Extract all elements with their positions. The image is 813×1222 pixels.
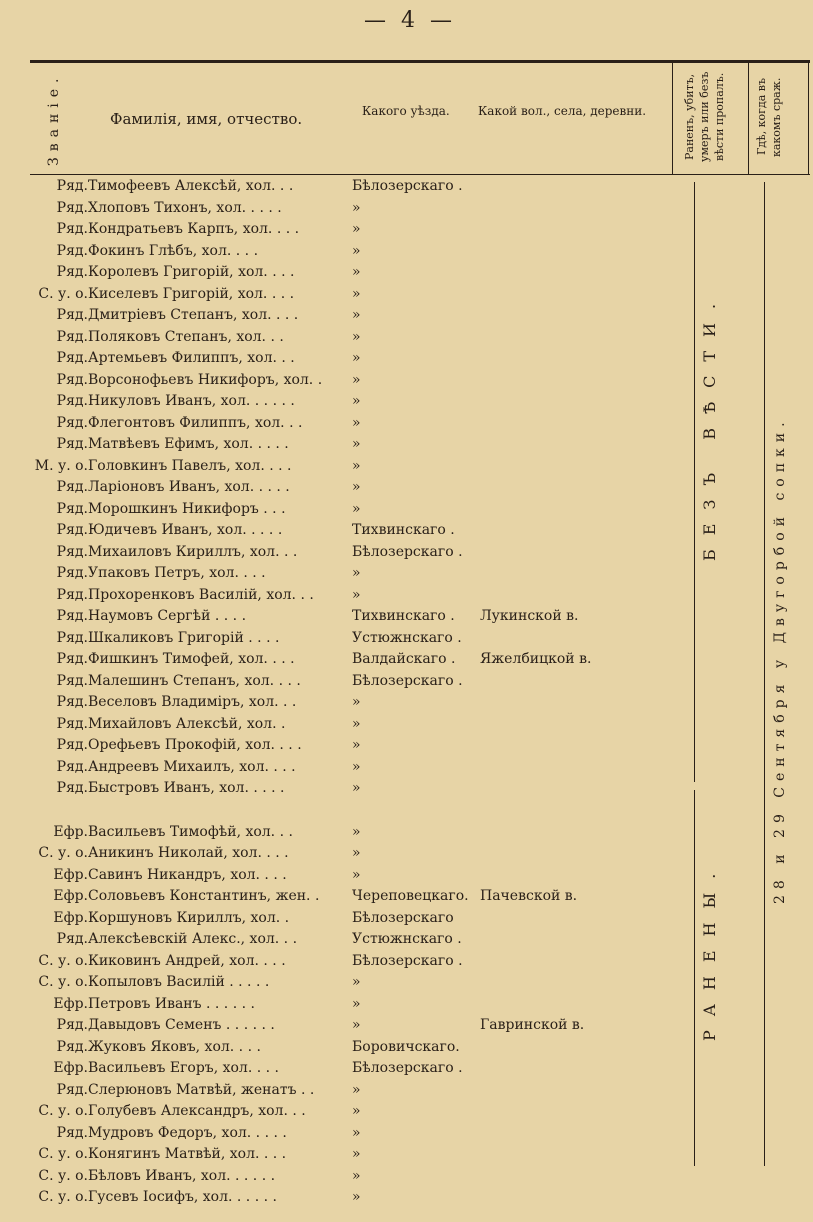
column-divider [672,62,673,174]
name-cell: Поляковъ Степанъ, хол. . . [88,328,284,345]
table-row [0,671,813,693]
table-row [0,886,813,908]
district-cell: » [352,586,361,603]
name-cell: Упаковъ Петръ, хол. . . . [88,565,266,581]
district-cell: » [352,264,361,280]
rank-cell: Ряд. [56,371,88,388]
table-row [0,865,813,887]
district-cell: » [352,758,361,775]
district-cell: » [352,737,361,753]
table-row [0,1166,813,1188]
rank-cell: Ряд. [56,199,88,216]
table-row [0,1101,813,1123]
rank-cell: Ефр. [53,866,88,883]
district-cell: » [352,995,361,1012]
rank-cell: Ряд. [56,672,88,689]
table-row [0,929,813,951]
table-row [0,778,813,800]
name-cell: Фокинъ Глѣбъ, хол. . . . [88,242,259,259]
name-cell: Коршуновъ Кириллъ, хол. . [88,909,290,926]
table-row [0,1144,813,1166]
district-cell: » [352,845,361,861]
district-cell: Устюжнскаго . [352,629,462,646]
header-village: Какой вол., села, деревни. [478,104,647,118]
name-cell: Артемьевъ Филиппъ, хол. . . [88,350,295,366]
table-row [0,327,813,349]
district-cell: » [352,242,361,259]
rank-cell: Ряд. [56,543,88,560]
name-cell: Королевъ Григорій, хол. . . . [88,264,295,280]
table-row [0,305,813,327]
name-cell: Дмитріевъ Степанъ, хол. . . . [88,307,299,323]
table-row [0,585,813,607]
name-cell: Жуковъ Яковъ, хол. . . . [88,1038,261,1055]
name-cell: Соловьевъ Константинъ, жен. . [88,888,320,904]
name-cell: Голубевъ Александръ, хол. . . [88,1103,306,1119]
table-row [0,370,813,392]
name-cell: Михаиловъ Кириллъ, хол. . . [88,543,298,560]
rank-cell: Ряд. [56,307,88,323]
name-cell: Наумовъ Сергѣй . . . . [88,608,247,624]
header-name: Фамилія, имя, отчество. [110,110,303,128]
name-cell: Быстровъ Иванъ, хол. . . . . [88,780,285,796]
roster-table [0,176,813,1209]
district-cell: Бѣлозерскаго . [352,178,463,194]
header-fate: Раненъ, убитъ, умеръ или безъ вѣсти пропалъ. [683,71,726,163]
district-cell: » [352,974,361,990]
table-row [0,1080,813,1102]
name-cell: Гусевъ Іосифъ, хол. . . . . . [88,1189,277,1205]
rank-cell: Ряд. [56,565,88,581]
district-cell: Череповецкаго. [352,888,469,904]
column-divider [748,62,749,174]
rank-cell: Ряд. [56,758,88,775]
rank-cell: С. у. о. [38,974,88,990]
name-cell: Андреевъ Михаилъ, хол. . . . [88,758,296,775]
table-row [0,1187,813,1209]
district-cell: » [352,350,361,366]
table-row [0,391,813,413]
table-row [0,198,813,220]
rank-cell: Ряд. [56,1017,88,1033]
table-row [0,520,813,542]
name-cell: Хлоповъ Тихонъ, хол. . . . . [88,199,282,216]
table-row [0,714,813,736]
table-row [0,241,813,263]
name-cell: Савинъ Никандръ, хол. . . . [88,866,287,883]
district-cell: » [352,780,361,796]
rank-cell: Ефр. [53,888,88,904]
rank-cell: Ряд. [56,1081,88,1098]
table-row [0,628,813,650]
rank-cell: Ряд. [56,1038,88,1055]
rank-cell: Ряд. [56,500,88,517]
district-cell: » [352,479,361,495]
village-cell: Лукинской в. [480,608,579,624]
district-cell: » [352,1081,361,1098]
rank-cell: Ряд. [56,242,88,259]
rank-cell: Ряд. [56,586,88,603]
table-row [0,822,813,844]
name-cell: Слерюновъ Матвѣй, женатъ . . [88,1081,315,1098]
table-row [0,951,813,973]
district-cell: » [352,414,361,431]
district-cell: Бѣлозерскаго . [352,672,463,689]
district-cell: » [352,1189,361,1205]
place-brace [764,182,771,1166]
name-cell: Тимофеевъ Алексѣй, хол. . . [88,178,294,194]
district-cell: » [352,694,361,710]
rank-cell: Ряд. [56,221,88,237]
district-cell: Боровичскаго. [352,1038,460,1055]
district-cell: » [352,457,361,474]
rank-cell: Ряд. [56,436,88,452]
rank-cell: Ряд. [56,1124,88,1141]
name-cell: Флегонтовъ Филиппъ, хол. . . [88,414,303,431]
district-cell: » [352,1124,361,1141]
rank-cell: С. у. о. [38,1167,88,1184]
table-row [0,757,813,779]
table-row [0,972,813,994]
table-row [0,606,813,628]
district-cell: Бѣлозерскаго . [352,543,463,560]
name-cell: Шкаликовъ Григорій . . . . [88,629,280,646]
page-number: — 4 — [364,8,456,33]
fate-missing: БЕЗЪ ВѢСТИ. [700,289,719,561]
district-cell: Тихвинскаго . [352,522,455,538]
district-cell: » [352,285,361,302]
name-cell: Васильевъ Тимофѣй, хол. . . [88,823,293,840]
district-cell: » [352,500,361,517]
table-row [0,499,813,521]
fate-wounded: РАНЕНЫ. [700,859,719,1041]
table-row [0,908,813,930]
district-cell: » [352,565,361,581]
district-cell: » [352,393,361,409]
village-cell: Гавринской в. [480,1017,585,1033]
name-cell: Конягинъ Матвѣй, хол. . . . [88,1146,287,1162]
rank-cell: Ряд. [56,651,88,667]
table-row [0,994,813,1016]
district-cell: » [352,715,361,732]
name-cell: Аникинъ Николай, хол. . . . [88,845,289,861]
rank-cell: С. у. о. [38,1146,88,1162]
rank-cell: С. у. о. [38,1189,88,1205]
name-cell: Мудровъ Федоръ, хол. . . . . [88,1124,287,1141]
table-row [0,735,813,757]
rank-cell: М. у. о. [34,457,88,474]
district-cell: » [352,307,361,323]
table-row [0,434,813,456]
name-cell: Юдичевъ Иванъ, хол. . . . . [88,522,283,538]
rank-cell: Ефр. [53,909,88,926]
rank-cell: Ефр. [53,1060,88,1076]
rank-cell: Ряд. [56,608,88,624]
district-cell: » [352,866,361,883]
header-rule [30,174,810,175]
rank-cell: Ряд. [56,264,88,280]
district-cell: » [352,1103,361,1119]
rank-cell: Ряд. [56,780,88,796]
name-cell: Никуловъ Иванъ, хол. . . . . . [88,393,295,409]
village-cell: Яжелбицкой в. [480,651,592,667]
table-row [0,563,813,585]
header-district: Какого уѣзда. [362,104,450,118]
district-cell: » [352,199,361,216]
rank-cell: Ефр. [53,995,88,1012]
district-cell: Бѣлозерскаго . [352,952,463,969]
name-cell: Малешинъ Степанъ, хол. . . . [88,672,301,689]
table-row [0,1015,813,1037]
district-cell: Бѣлозерскаго . [352,1060,463,1076]
table-row [0,1058,813,1080]
rank-cell: Ряд. [56,479,88,495]
district-cell: » [352,1017,361,1033]
rank-cell: Ряд. [56,522,88,538]
district-cell: Бѣлозерскаго [352,909,454,926]
header-rank: Званіе. [46,72,62,166]
rank-cell: Ряд. [56,328,88,345]
table-row [0,413,813,435]
name-cell: Ларіоновъ Иванъ, хол. . . . . [88,479,290,495]
rank-cell: Ряд. [56,629,88,646]
name-cell: Матвѣевъ Ефимъ, хол. . . . . [88,436,289,452]
column-divider [808,62,809,174]
table-row [0,1037,813,1059]
name-cell: Васильевъ Егоръ, хол. . . . [88,1060,279,1076]
name-cell: Бѣловъ Иванъ, хол. . . . . . [88,1167,276,1184]
name-cell: Ворсонофьевъ Никифоръ, хол. . [88,371,323,388]
name-cell: Кондратьевъ Карпъ, хол. . . . [88,221,300,237]
district-cell: » [352,221,361,237]
table-row [0,1123,813,1145]
name-cell: Алексѣевскій Алекс., хол. . . [88,931,298,947]
district-cell: Тихвинскаго . [352,608,455,624]
table-row [0,262,813,284]
name-cell: Орефьевъ Прокофій, хол. . . . [88,737,302,753]
district-cell: » [352,1146,361,1162]
district-cell: » [352,1167,361,1184]
rank-cell: Ряд. [56,737,88,753]
table-row [0,542,813,564]
name-cell: Головкинъ Павелъ, хол. . . . [88,457,292,474]
table-row [0,348,813,370]
name-cell: Киселевъ Григорій, хол. . . . [88,285,295,302]
rank-cell: Ряд. [56,931,88,947]
name-cell: Киковинъ Андрей, хол. . . . [88,952,286,969]
header-where: Гдѣ, когда въ какомъ сраж. [755,77,783,157]
rank-cell: С. у. о. [38,845,88,861]
table-row [0,649,813,671]
rank-cell: С. у. о. [38,952,88,969]
village-cell: Пачевской в. [480,888,578,904]
rank-cell: Ряд. [56,350,88,366]
name-cell: Михайловъ Алексѣй, хол. . [88,715,286,732]
rank-cell: Ряд. [56,715,88,732]
rank-cell: Ряд. [56,393,88,409]
table-row [0,284,813,306]
name-cell: Давыдовъ Семенъ . . . . . . [88,1017,275,1033]
district-cell: Устюжнскаго . [352,931,462,947]
table-row [0,176,813,198]
rank-cell: Ряд. [56,414,88,431]
district-cell: » [352,328,361,345]
rank-cell: С. у. о. [38,285,88,302]
name-cell: Фишкинъ Тимофей, хол. . . . [88,651,295,667]
table-row [0,456,813,478]
battle-place: 28 и 29 Сентября у Двугорбой сопки. [772,416,788,904]
table-row [0,477,813,499]
district-cell: » [352,371,361,388]
district-cell: Валдайскаго . [352,651,456,667]
rank-cell: С. у. о. [38,1103,88,1119]
table-row [0,219,813,241]
name-cell: Копыловъ Василій . . . . . [88,974,270,990]
table-row [0,692,813,714]
rank-cell: Ряд. [56,694,88,710]
name-cell: Морошкинъ Никифоръ . . . [88,500,286,517]
rank-cell: Ефр. [53,823,88,840]
name-cell: Петровъ Иванъ . . . . . . [88,995,255,1012]
district-cell: » [352,436,361,452]
table-row [0,843,813,865]
rank-cell: Ряд. [56,178,88,194]
name-cell: Прохоренковъ Василій, хол. . . [88,586,314,603]
district-cell: » [352,823,361,840]
name-cell: Веселовъ Владиміръ, хол. . . [88,694,297,710]
